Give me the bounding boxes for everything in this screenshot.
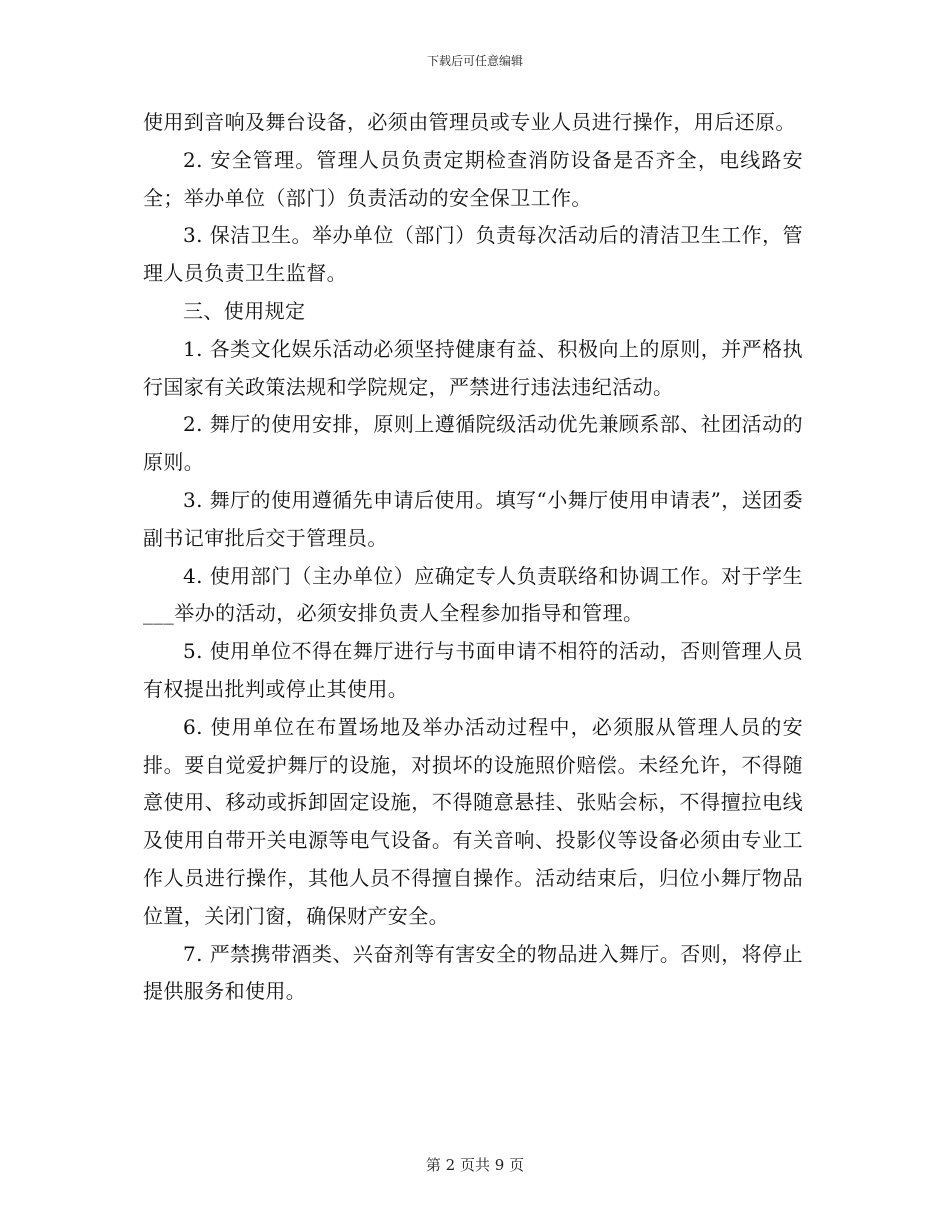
paragraph-rule-7: 7. 严禁携带酒类、兴奋剂等有害安全的物品进入舞厅。否则，将停止提供服务和使用。 <box>143 941 803 1004</box>
paragraph-rule-1: 1. 各类文化娱乐活动必须坚持健康有益、积极向上的原则，并严格执行国家有关政策法规和学院规定，严禁进行违法违纪活动。 <box>143 336 803 399</box>
document-body <box>143 104 803 1011</box>
paragraph-rule-6: 6. 使用单位在布置场地及举办活动过程中，必须服从管理人员的安排。要自觉爱护舞厅的设施，对损坏的设施照价赔偿。未经允许，不得随意使用、移动或拆卸固定设施，不得随意悬挂、张贴会标，不得擅拉电线及使用自带开关电源等电气设备。有关音响、投影仪等设备必须由专业工作人员进行操作，其他人员不得擅自操作。活动结束后，归位小舞厅物品位置，关闭门窗，确保财产安全。 <box>143 714 803 928</box>
paragraph-rule-4: 4. 使用部门（主办单位）应确定专人负责联络和协调工作。对于学生___举办的活动，必须安排负责人全程参加指导和管理。 <box>143 563 803 626</box>
paragraph-safety-management: 2. 安全管理。管理人员负责定期检查消防设备是否齐全，电线路安全；举办单位（部门）负责活动的安全保卫工作。 <box>143 147 803 210</box>
paragraph-cleaning: 3. 保洁卫生。举办单位（部门）负责每次活动后的清洁卫生工作，管理人员负责卫生监督。 <box>143 223 803 286</box>
page-number: 第 2 页共 9 页 <box>425 1156 525 1174</box>
paragraph-rule-2: 2. 舞厅的使用安排，原则上遵循院级活动优先兼顾系部、社团活动的原则。 <box>143 412 803 475</box>
section-heading-usage-rules: 三、使用规定 <box>183 298 306 323</box>
page-header-note: 下载后可任意编辑 <box>426 54 523 68</box>
paragraph-rule-3: 3. 舞厅的使用遵循先申请后使用。填写“小舞厅使用申请表”，送团委副书记审批后交于管理员。 <box>143 487 803 550</box>
paragraph-continuation: 使用到音响及舞台设备，必须由管理员或专业人员进行操作，用后还原。 <box>143 110 796 134</box>
paragraph-rule-5: 5. 使用单位不得在舞厅进行与书面申请不相符的活动，否则管理人员有权提出批判或停止其使用。 <box>143 639 803 701</box>
